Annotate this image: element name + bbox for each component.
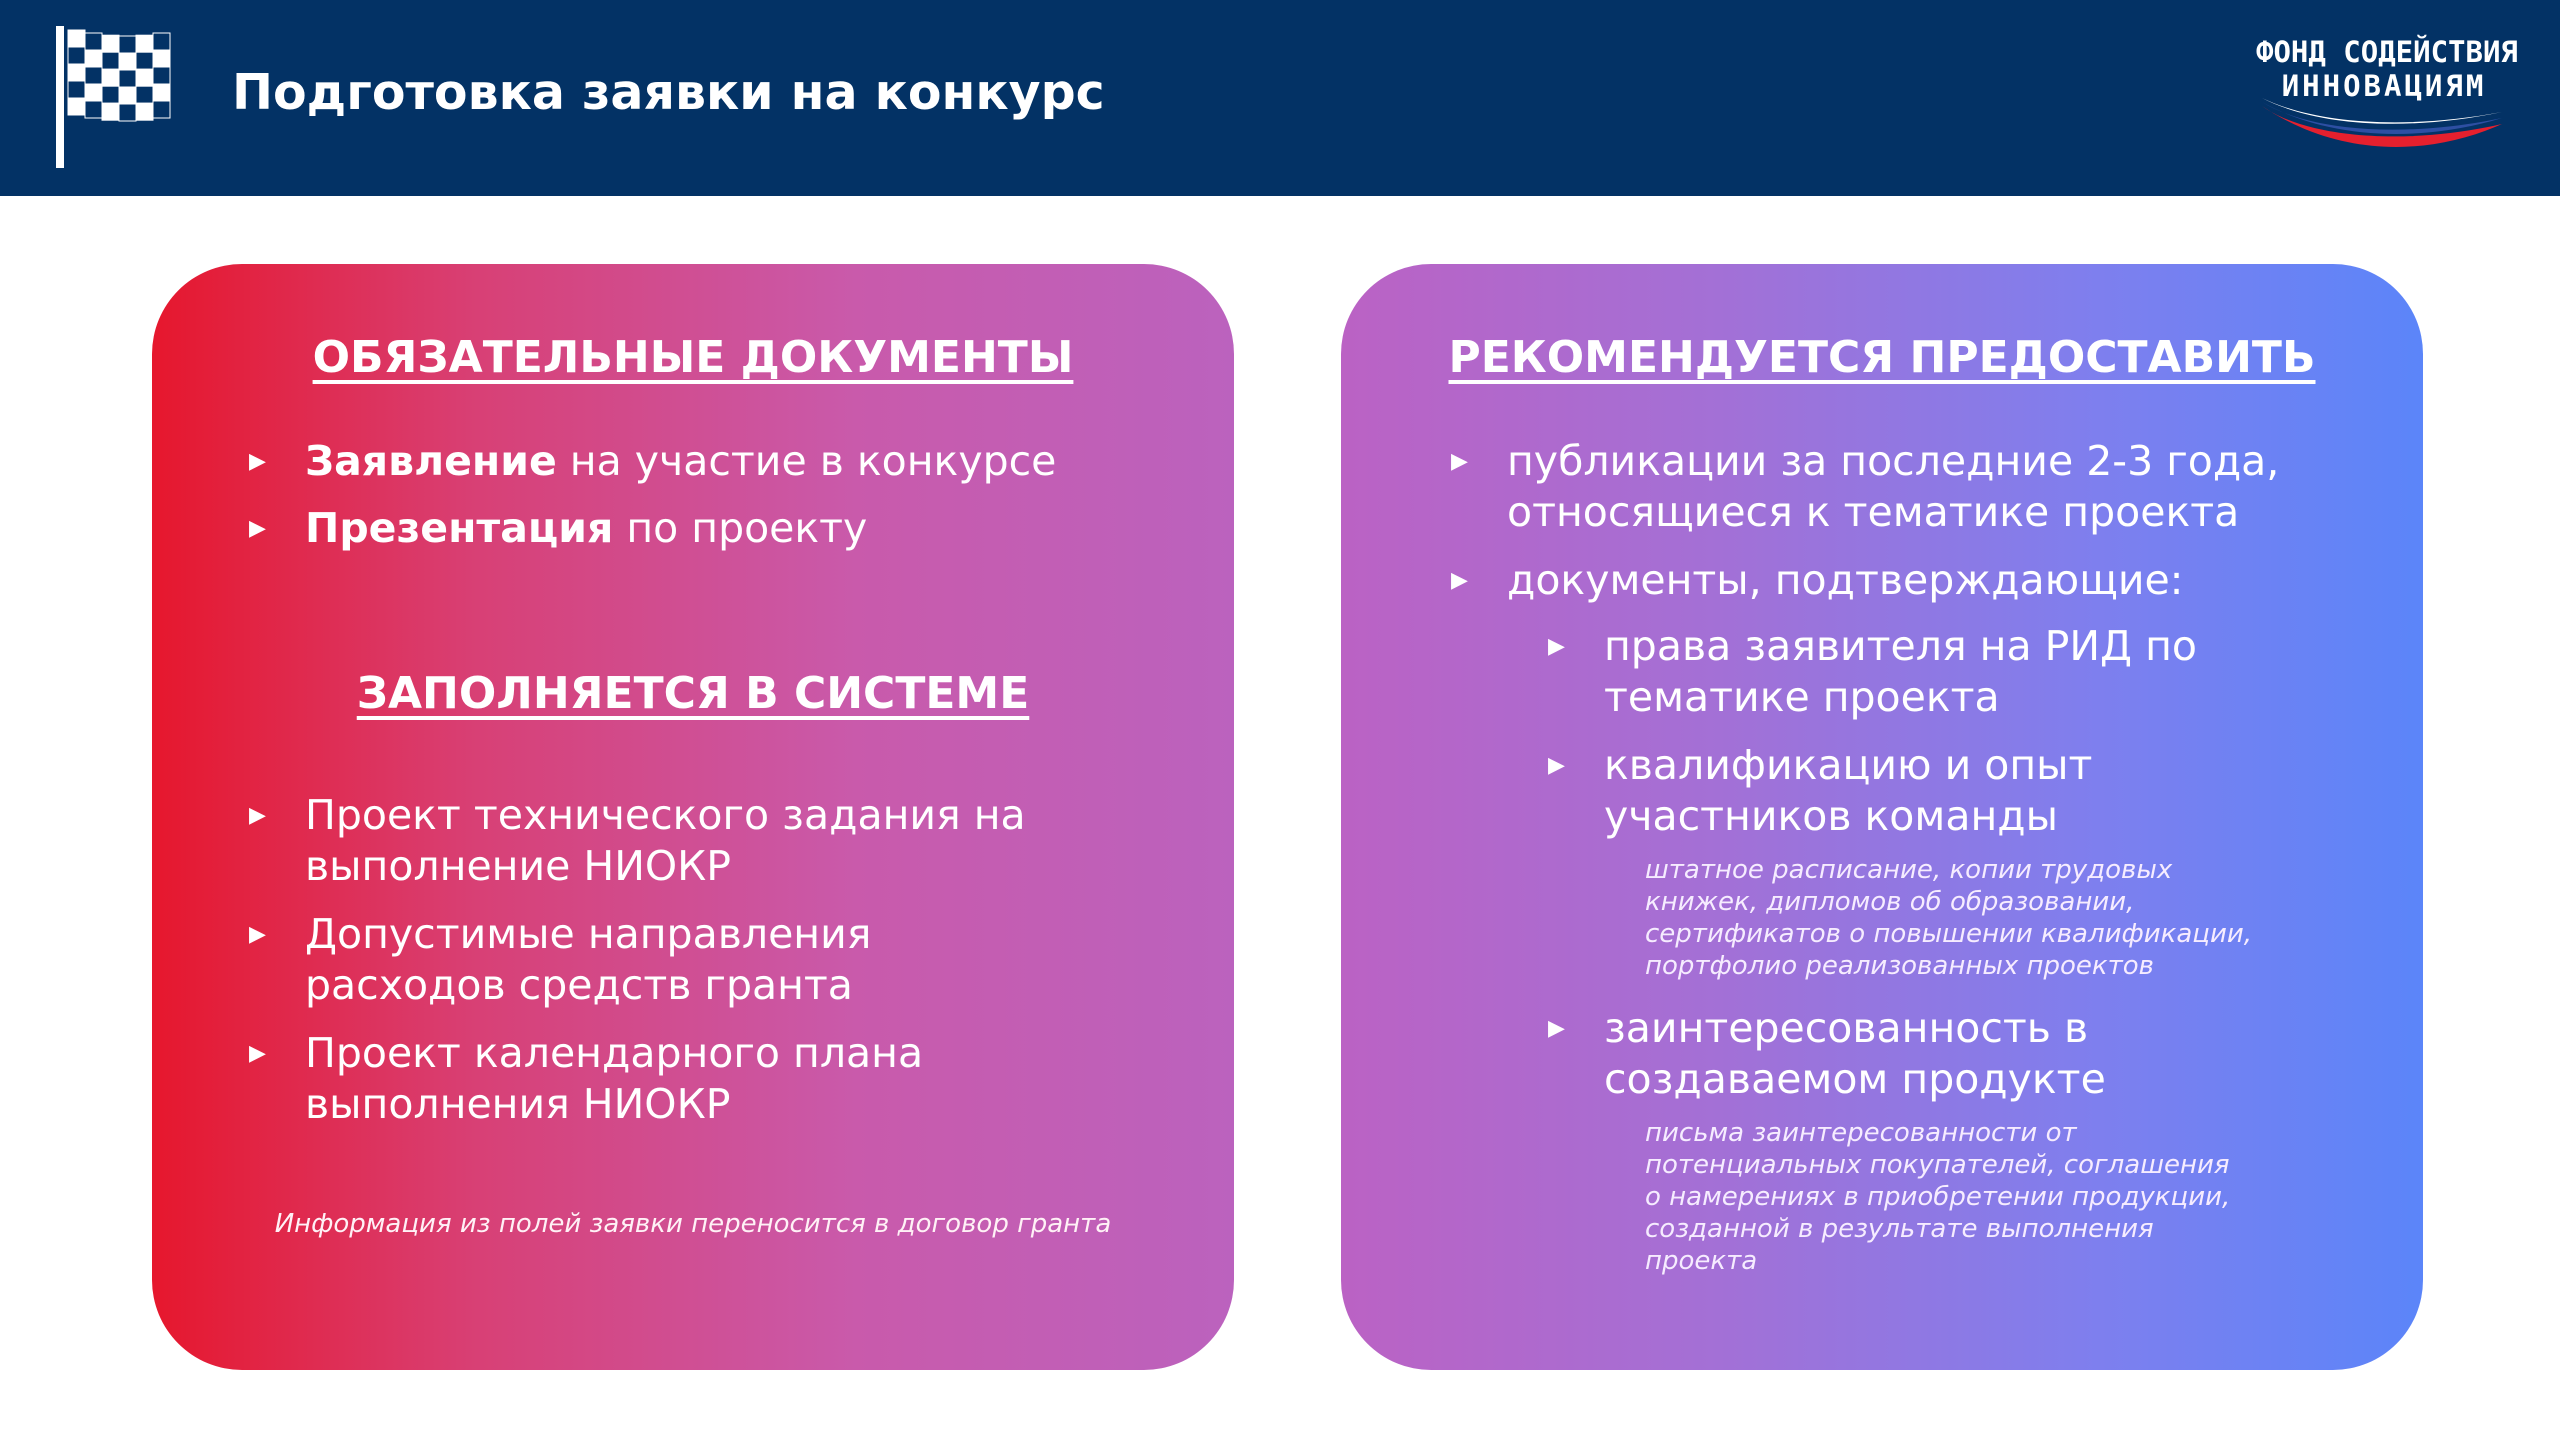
header-bar <box>0 0 2560 196</box>
recommended-heading: РЕКОМЕНДУЕТСЯ ПРЕДОСТАВИТЬ <box>1448 332 2316 383</box>
bullet-triangle-icon: ▶ <box>1548 1016 1565 1041</box>
list-item: ▶ документы, подтверждающие: <box>1451 556 2184 604</box>
page-title: Подготовка заявки на конкурс <box>232 64 1105 121</box>
logo-swoosh-icon <box>2256 98 2512 160</box>
list-item: ▶ публикации за последние 2-3 года, относящиеся к тематике проекта <box>1451 437 2280 536</box>
logo-text-line1: ФОНД СОДЕЙСТВИЯ <box>2256 35 2518 69</box>
recommended-documents-card <box>1341 264 2423 1370</box>
bullet-triangle-icon: ▶ <box>1451 568 1468 593</box>
bullet-triangle-icon: ▶ <box>1548 753 1565 778</box>
list-item: ▶ Презентация по проекту <box>249 504 868 552</box>
bullet-triangle-icon: ▶ <box>1548 634 1565 659</box>
list-item: ▶ Допустимые направления расходов средств гранта <box>249 910 872 1009</box>
bullet-triangle-icon: ▶ <box>249 449 266 474</box>
system-filled-heading: ЗАПОЛНЯЕТСЯ В СИСТЕМЕ <box>356 668 1030 719</box>
bullet-triangle-icon: ▶ <box>249 803 266 828</box>
fund-logo <box>2256 34 2518 160</box>
bullet-triangle-icon: ▶ <box>249 1041 266 1066</box>
bullet-triangle-icon: ▶ <box>249 516 266 541</box>
sub-list-item: ▶ квалификацию и опыт участников команды <box>1548 741 2093 840</box>
footnote-text: Информация из полей заявки переносится в договор гранта <box>274 1209 1112 1239</box>
required-documents-card <box>152 264 1234 1370</box>
sub-item-note: штатное расписание, копии трудовых книжек, дипломов об образовании, сертификатов о повышении квалификации, портфолио реализованных проектов <box>1645 855 2253 981</box>
checkered-flag-icon <box>56 26 172 168</box>
logo-text-line2: ИННОВАЦИЯМ <box>2281 69 2487 103</box>
list-item: ▶ Проект технического задания на выполнение НИОКР <box>249 791 1026 890</box>
list-item: ▶ Проект календарного плана выполнения НИОКР <box>249 1029 924 1128</box>
bullet-triangle-icon: ▶ <box>1451 449 1468 474</box>
sub-list-item: ▶ заинтересованность в создаваемом продукте <box>1548 1004 2106 1103</box>
bullet-triangle-icon: ▶ <box>249 922 266 947</box>
list-item: ▶ Заявление на участие в конкурсе <box>249 437 1057 485</box>
sub-item-note: письма заинтересованности от потенциальных покупателей, соглашения о намерениях в приобретении продукции, созданной в результате выполнения проекта <box>1645 1118 2231 1276</box>
required-documents-heading: ОБЯЗАТЕЛЬНЫЕ ДОКУМЕНТЫ <box>312 332 1074 383</box>
sub-list-item: ▶ права заявителя на РИД по тематике проекта <box>1548 622 2197 721</box>
